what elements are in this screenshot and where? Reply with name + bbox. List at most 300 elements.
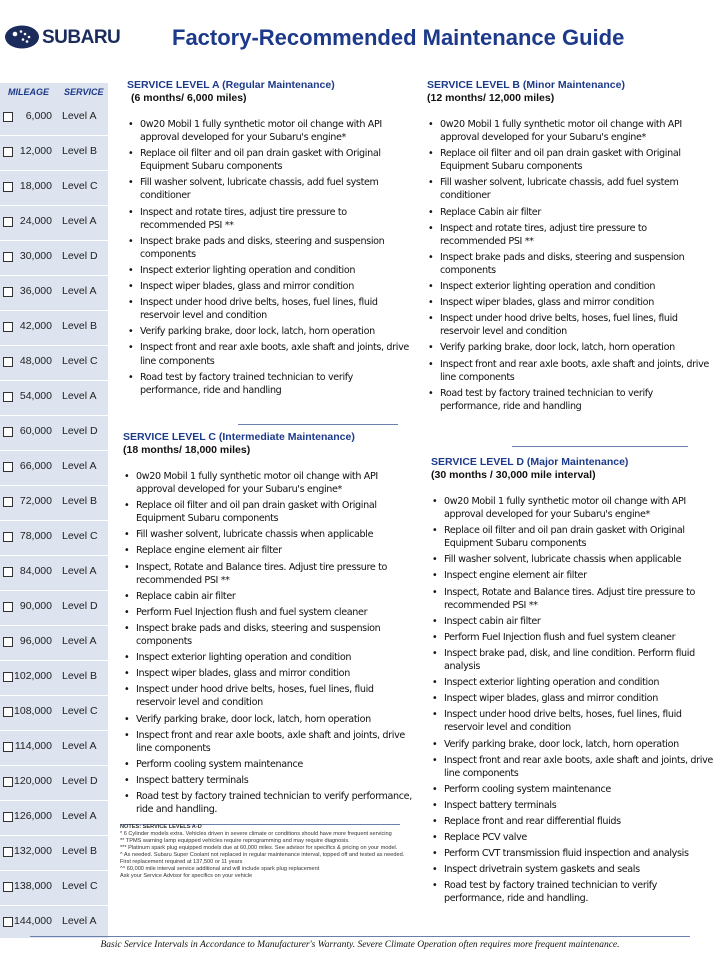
- task-text: Perform Fuel Injection flush and fuel system cleaner: [444, 631, 676, 643]
- bullet-icon: •: [428, 177, 434, 189]
- task-text: Fill washer solvent, lubricate chassis when applicable: [444, 554, 682, 566]
- task-text: Inspect exterior lighting operation and condition: [444, 677, 660, 689]
- checkbox[interactable]: [3, 392, 13, 402]
- bullet-icon: •: [124, 729, 130, 741]
- list-item: [123, 544, 413, 557]
- list-item: [127, 325, 413, 338]
- list-item: [431, 799, 717, 812]
- list-item: [427, 251, 715, 277]
- task-text: Inspect engine element air filter: [444, 570, 587, 582]
- list-item: [431, 676, 717, 689]
- mileage-value: 12,000: [19, 145, 52, 157]
- bullet-icon: •: [128, 264, 134, 276]
- task-text: Perform Fuel Injection flush and fuel system cleaner: [136, 606, 368, 618]
- service-level-value: Level A: [62, 110, 97, 122]
- checkbox[interactable]: [3, 602, 13, 612]
- divider: [238, 424, 398, 425]
- task-text: Inspect brake pads and disks, steering and suspension components: [140, 235, 385, 260]
- bullet-icon: •: [432, 647, 438, 659]
- service-level-value: Level A: [62, 915, 97, 927]
- list-item: [431, 692, 717, 705]
- service-level-value: Level B: [62, 845, 98, 857]
- list-item: [127, 235, 413, 261]
- task-text: 0w20 Mobil 1 fully synthetic motor oil change with API approval developed for your Subaru's engine*: [444, 496, 686, 521]
- task-text: Replace engine element air filter: [136, 545, 282, 557]
- task-text: Inspect brake pads and disks, steering and suspension components: [440, 251, 685, 276]
- list-item: [123, 622, 413, 648]
- task-text: Road test by factory trained technician to verify performance, ride and handling: [140, 371, 353, 396]
- bullet-icon: •: [432, 496, 438, 507]
- task-text: Inspect under hood drive belts, hoses, fuel lines, fluid reservoir level and condition: [140, 297, 378, 322]
- list-item: [431, 569, 717, 582]
- bullet-icon: •: [428, 251, 434, 263]
- bullet-icon: •: [124, 529, 130, 541]
- checkbox[interactable]: [3, 777, 13, 787]
- note-line: * 6 Cylinder models extra. Vehicles driven in severe climate or conditions should have more frequent servicing: [120, 831, 392, 837]
- bullet-icon: •: [124, 500, 130, 512]
- list-item: [431, 738, 717, 751]
- task-text: Replace oil filter and oil pan drain gasket with Original Equipment Subaru components: [136, 500, 377, 525]
- mileage-value: 120,000: [14, 775, 52, 787]
- mileage-value: 144,000: [14, 915, 52, 927]
- service-level-c: [123, 431, 413, 819]
- list-item: [123, 528, 413, 541]
- subaru-logo: [4, 24, 132, 52]
- bullet-icon: •: [124, 652, 130, 664]
- bullet-icon: •: [428, 148, 434, 160]
- task-list: [427, 118, 715, 413]
- list-item: [123, 651, 413, 664]
- table-row: [0, 206, 108, 241]
- list-item: [123, 683, 413, 709]
- list-item: [431, 863, 717, 876]
- task-list: [431, 495, 717, 906]
- mileage-value: 126,000: [14, 810, 52, 822]
- mileage-value: 42,000: [19, 320, 52, 332]
- list-item: [127, 147, 413, 173]
- table-row: [0, 731, 108, 766]
- table-row: [0, 696, 108, 731]
- mileage-value: 18,000: [19, 180, 52, 192]
- bullet-icon: •: [124, 713, 130, 725]
- table-row: [0, 416, 108, 451]
- table-row: [0, 346, 108, 381]
- table-row: [0, 381, 108, 416]
- bullet-icon: •: [128, 235, 134, 247]
- task-text: Inspect brake pad, disk, and line condition. Perform fluid analysis: [444, 647, 695, 673]
- table-row: [0, 556, 108, 591]
- checkbox[interactable]: [3, 567, 13, 577]
- bullet-icon: •: [124, 622, 130, 634]
- table-header: [0, 83, 108, 101]
- mileage-value: 108,000: [14, 705, 52, 717]
- list-item: [127, 176, 413, 202]
- checkbox[interactable]: [3, 427, 13, 437]
- section-heading: SERVICE LEVEL D (Major Maintenance): [431, 456, 629, 468]
- checkbox[interactable]: [3, 707, 13, 717]
- task-text: Inspect brake pads and disks, steering and suspension components: [136, 622, 381, 648]
- bullet-icon: •: [432, 570, 438, 582]
- task-text: Road test by factory trained technician to verify performance, ride and handling.: [136, 790, 412, 816]
- task-text: Inspect front and rear axle boots, axle shaft and joints, drive line components: [140, 342, 409, 367]
- task-text: Inspect under hood drive belts, hoses, fuel lines, fluid reservoir level and condition: [136, 684, 374, 709]
- list-item: [123, 774, 413, 787]
- task-text: Perform cooling system maintenance: [444, 783, 611, 795]
- task-text: Replace oil filter and oil pan drain gasket with Original Equipment Subaru components: [444, 525, 685, 550]
- task-text: Inspect battery terminals: [444, 799, 557, 811]
- task-list: [123, 470, 413, 816]
- task-text: Inspect and rotate tires, adjust tire pressure to recommended PSI **: [140, 206, 347, 231]
- checkbox[interactable]: [3, 287, 13, 297]
- task-text: Inspect wiper blades, glass and mirror condition: [136, 668, 350, 680]
- checkbox[interactable]: [3, 497, 13, 507]
- bullet-icon: •: [432, 554, 438, 566]
- bullet-icon: •: [432, 677, 438, 689]
- note-line: Ask your Service Advisor for specifics on your vehicle: [120, 873, 253, 879]
- task-text: Replace cabin air filter: [136, 590, 236, 602]
- mileage-value: 54,000: [19, 390, 52, 402]
- bullet-icon: •: [128, 371, 134, 383]
- service-level-value: Level C: [62, 530, 98, 542]
- column-header-mileage: MILEAGE: [8, 87, 50, 97]
- table-row: [0, 626, 108, 661]
- table-row: [0, 521, 108, 556]
- section-interval: (18 months/ 18,000 miles): [123, 444, 251, 456]
- checkbox[interactable]: [3, 252, 13, 262]
- list-item: [123, 470, 413, 496]
- mileage-value: 36,000: [19, 285, 52, 297]
- service-level-value: Level A: [62, 565, 97, 577]
- checkbox[interactable]: [3, 882, 13, 892]
- service-level-value: Level A: [62, 285, 97, 297]
- bullet-icon: •: [432, 864, 438, 876]
- service-level-value: Level A: [62, 460, 97, 472]
- task-text: 0w20 Mobil 1 fully synthetic motor oil change with API approval developed for your Subaru's engine*: [140, 119, 382, 144]
- note-line: ^ As needed. Subaru Super Coolant not replaced in regular maintenance interval, topped off and tested as needed. First replacement required at 137,500 or 11 years: [120, 852, 405, 865]
- bullet-icon: •: [432, 783, 438, 795]
- table-row: [0, 801, 108, 836]
- bullet-icon: •: [124, 774, 130, 786]
- column-header-service: SERVICE: [64, 87, 104, 97]
- task-text: Perform CVT transmission fluid inspection and analysis: [444, 848, 689, 860]
- service-level-value: Level D: [62, 775, 98, 787]
- task-text: Inspect exterior lighting operation and condition: [140, 264, 356, 276]
- mileage-value: 72,000: [19, 495, 52, 507]
- service-level-value: Level B: [62, 670, 98, 682]
- list-item: [431, 586, 717, 612]
- task-text: Inspect front and rear axle boots, axle shaft and joints, drive line components: [440, 358, 709, 383]
- list-item: [123, 790, 413, 816]
- checkbox[interactable]: [3, 462, 13, 472]
- bullet-icon: •: [432, 880, 438, 892]
- list-item: [127, 371, 413, 397]
- bullet-icon: •: [428, 358, 434, 370]
- list-item: [123, 729, 413, 755]
- bullet-icon: •: [128, 119, 134, 130]
- bullet-icon: •: [124, 684, 130, 696]
- task-text: Inspect, Rotate and Balance tires. Adjust tire pressure to recommended PSI **: [444, 586, 696, 611]
- section-interval: (6 months/ 6,000 miles): [131, 92, 247, 104]
- task-text: Inspect under hood drive belts, hoses, fuel lines, fluid reservoir level and condition: [444, 709, 682, 734]
- list-item: [427, 206, 715, 219]
- task-text: Inspect wiper blades, glass and mirror condition: [444, 693, 658, 705]
- list-item: [127, 264, 413, 277]
- service-level-value: Level C: [62, 180, 98, 192]
- task-text: Road test by factory trained technician to verify performance, ride and handling: [440, 387, 653, 412]
- list-item: [431, 615, 717, 628]
- bullet-icon: •: [432, 525, 438, 537]
- table-row: [0, 591, 108, 626]
- list-item: [123, 561, 413, 587]
- list-item: [427, 387, 715, 413]
- bullet-icon: •: [128, 297, 134, 309]
- mileage-value: 30,000: [19, 250, 52, 262]
- service-level-value: Level A: [62, 810, 97, 822]
- table-row: [0, 241, 108, 276]
- service-level-value: Level D: [62, 600, 98, 612]
- service-level-value: Level B: [62, 320, 98, 332]
- bullet-icon: •: [428, 387, 434, 399]
- task-text: 0w20 Mobil 1 fully synthetic motor oil change with API approval developed for your Subaru's engine*: [440, 119, 682, 144]
- task-text: Fill washer solvent, lubricate chassis, add fuel system conditioner: [140, 177, 379, 202]
- mileage-value: 90,000: [19, 600, 52, 612]
- bullet-icon: •: [432, 799, 438, 811]
- task-text: Inspect wiper blades, glass and mirror condition: [440, 297, 654, 309]
- mileage-value: 96,000: [19, 635, 52, 647]
- mileage-value: 78,000: [19, 530, 52, 542]
- mileage-value: 84,000: [19, 565, 52, 577]
- table-row: [0, 836, 108, 871]
- checkbox[interactable]: [3, 532, 13, 542]
- list-item: [427, 312, 715, 338]
- mileage-value: 24,000: [19, 215, 52, 227]
- note-line: *** Platinum spark plug equipped models due at 60,000 miles. See advisor for specifics & pricing on your model.: [120, 845, 398, 851]
- mileage-value: 48,000: [19, 355, 52, 367]
- list-item: [431, 524, 717, 550]
- task-text: Verify parking brake, door lock, latch, horn operation: [136, 713, 371, 725]
- checkbox[interactable]: [3, 147, 13, 157]
- notes-block: [120, 824, 410, 880]
- list-item: [431, 847, 717, 860]
- list-item: [123, 499, 413, 525]
- table-row: [0, 766, 108, 801]
- task-text: Replace front and rear differential fluids: [444, 815, 621, 827]
- service-level-value: Level C: [62, 355, 98, 367]
- bullet-icon: •: [124, 590, 130, 602]
- task-text: Replace Cabin air filter: [440, 206, 541, 218]
- service-level-value: Level B: [62, 145, 98, 157]
- mileage-value: 132,000: [14, 845, 52, 857]
- bullet-icon: •: [124, 561, 130, 573]
- service-level-value: Level A: [62, 215, 97, 227]
- service-level-d: [431, 456, 717, 909]
- bullet-icon: •: [432, 738, 438, 750]
- service-level-value: Level A: [62, 740, 97, 752]
- list-item: [123, 713, 413, 726]
- list-item: [427, 118, 715, 144]
- list-item: [431, 553, 717, 566]
- list-item: [427, 296, 715, 309]
- bullet-icon: •: [432, 815, 438, 827]
- bullet-icon: •: [124, 545, 130, 557]
- list-item: [427, 147, 715, 173]
- list-item: [123, 590, 413, 603]
- task-text: Inspect, Rotate and Balance tires. Adjust tire pressure to recommended PSI **: [136, 561, 388, 586]
- checkbox[interactable]: [3, 917, 13, 927]
- note-line: ^^ 60,000 mile interval service additional and will include spark plug replacement: [120, 866, 320, 872]
- bullet-icon: •: [432, 615, 438, 627]
- checkbox[interactable]: [3, 672, 13, 682]
- mileage-value: 102,000: [14, 670, 52, 682]
- section-heading: SERVICE LEVEL C (Intermediate Maintenance): [123, 431, 355, 443]
- table-row: [0, 486, 108, 521]
- table-row: [0, 661, 108, 696]
- mileage-value: 114,000: [14, 740, 52, 752]
- task-text: Verify parking brake, door lock, latch, horn operation: [444, 738, 679, 750]
- bullet-icon: •: [428, 313, 434, 325]
- task-text: Fill washer solvent, lubricate chassis when applicable: [136, 529, 374, 541]
- list-item: [431, 647, 717, 673]
- brand-wordmark: SUBARU: [42, 27, 121, 48]
- section-heading: SERVICE LEVEL B (Minor Maintenance): [427, 79, 625, 91]
- list-item: [431, 708, 717, 734]
- bullet-icon: •: [432, 832, 438, 844]
- checkbox[interactable]: [3, 742, 13, 752]
- list-item: [427, 280, 715, 293]
- list-item: [427, 358, 715, 384]
- task-text: Inspect cabin air filter: [444, 615, 541, 627]
- table-row: [0, 276, 108, 311]
- list-item: [427, 341, 715, 354]
- table-row: [0, 136, 108, 171]
- bullet-icon: •: [432, 586, 438, 598]
- mileage-value: 60,000: [19, 425, 52, 437]
- list-item: [127, 280, 413, 293]
- list-item: [431, 879, 717, 905]
- checkbox[interactable]: [3, 322, 13, 332]
- list-item: [127, 341, 413, 367]
- task-text: Inspect front and rear axle boots, axle shaft and joints, drive line components: [136, 729, 405, 754]
- service-level-a: [127, 79, 413, 400]
- task-list: [127, 118, 413, 397]
- bullet-icon: •: [128, 326, 134, 338]
- bullet-icon: •: [428, 342, 434, 354]
- table-row: [0, 451, 108, 486]
- service-level-value: Level A: [62, 390, 97, 402]
- task-text: Replace PCV valve: [444, 832, 527, 844]
- bullet-icon: •: [432, 693, 438, 705]
- task-text: Verify parking brake, door lock, latch, horn operation: [140, 326, 375, 338]
- bullet-icon: •: [432, 848, 438, 860]
- section-heading: SERVICE LEVEL A (Regular Maintenance): [127, 79, 335, 91]
- checkbox[interactable]: [3, 637, 13, 647]
- task-text: Inspect battery terminals: [136, 774, 249, 786]
- task-text: Replace oil filter and oil pan drain gasket with Original Equipment Subaru components: [140, 148, 381, 173]
- bullet-icon: •: [428, 206, 434, 218]
- task-text: 0w20 Mobil 1 fully synthetic motor oil change with API approval developed for your Subaru's engine*: [136, 471, 378, 496]
- checkbox[interactable]: [3, 357, 13, 367]
- divider: [512, 446, 688, 447]
- mileage-value: 6,000: [25, 110, 52, 122]
- task-text: Inspect under hood drive belts, hoses, fuel lines, fluid reservoir level and condition: [440, 313, 678, 338]
- mileage-schedule-table: [0, 83, 108, 938]
- bullet-icon: •: [428, 222, 434, 234]
- bullet-icon: •: [428, 281, 434, 293]
- task-text: Inspect exterior lighting operation and condition: [440, 281, 656, 293]
- bullet-icon: •: [128, 281, 134, 293]
- list-item: [127, 118, 413, 144]
- section-interval: (12 months/ 12,000 miles): [427, 92, 555, 104]
- subaru-emblem-icon: [4, 24, 40, 50]
- bullet-icon: •: [428, 297, 434, 309]
- checkbox[interactable]: [3, 812, 13, 822]
- task-text: Verify parking brake, door lock, latch, horn operation: [440, 342, 675, 354]
- checkbox[interactable]: [3, 217, 13, 227]
- service-level-value: Level C: [62, 705, 98, 717]
- list-item: [123, 758, 413, 771]
- list-item: [431, 495, 717, 521]
- list-item: [431, 631, 717, 644]
- list-item: [123, 667, 413, 680]
- note-line: ** TPMS warning lamp equipped vehicles require reprogramming and may require diagnosis.: [120, 838, 350, 844]
- bullet-icon: •: [432, 631, 438, 643]
- checkbox[interactable]: [3, 847, 13, 857]
- list-item: [123, 606, 413, 619]
- bullet-icon: •: [124, 471, 130, 482]
- list-item: [427, 222, 715, 248]
- list-item: [127, 206, 413, 232]
- bullet-icon: •: [128, 148, 134, 160]
- list-item: [431, 754, 717, 780]
- bullet-icon: •: [124, 606, 130, 618]
- task-text: Fill washer solvent, lubricate chassis, add fuel system conditioner: [440, 177, 679, 202]
- table-row: [0, 311, 108, 346]
- service-level-b: [427, 79, 715, 416]
- footer-divider: [30, 936, 690, 937]
- task-text: Perform cooling system maintenance: [136, 758, 303, 770]
- service-level-value: Level C: [62, 880, 98, 892]
- footer-note: Basic Service Intervals in Accordance to Manufacturer's Warranty. Severe Climate Operation often requires more frequent maintenance.: [100, 940, 620, 950]
- task-text: Inspect and rotate tires, adjust tire pressure to recommended PSI **: [440, 222, 647, 247]
- list-item: [431, 815, 717, 828]
- task-text: Road test by factory trained technician to verify performance, ride and handling.: [444, 880, 657, 905]
- service-level-value: Level D: [62, 425, 98, 437]
- section-interval: (30 months / 30,000 mile interval): [431, 469, 596, 481]
- task-text: Inspect front and rear axle boots, axle shaft and joints, drive line components: [444, 754, 713, 779]
- mileage-value: 138,000: [14, 880, 52, 892]
- notes-title: NOTES: SERVICE LEVELS A-D: [120, 824, 202, 830]
- service-level-value: Level B: [62, 495, 98, 507]
- table-row: [0, 171, 108, 206]
- list-item: [427, 176, 715, 202]
- bullet-icon: •: [124, 758, 130, 770]
- table-row: [0, 871, 108, 906]
- bullet-icon: •: [128, 177, 134, 189]
- checkbox[interactable]: [3, 182, 13, 192]
- list-item: [431, 831, 717, 844]
- bullet-icon: •: [432, 709, 438, 721]
- list-item: [431, 783, 717, 796]
- task-text: Inspect exterior lighting operation and condition: [136, 652, 352, 664]
- service-level-value: Level D: [62, 250, 98, 262]
- checkbox[interactable]: [3, 112, 13, 122]
- service-level-value: Level A: [62, 635, 97, 647]
- bullet-icon: •: [124, 790, 130, 802]
- bullet-icon: •: [128, 206, 134, 218]
- mileage-value: 66,000: [19, 460, 52, 472]
- page-title: Factory-Recommended Maintenance Guide: [172, 25, 625, 50]
- task-text: Replace oil filter and oil pan drain gasket with Original Equipment Subaru components: [440, 148, 681, 173]
